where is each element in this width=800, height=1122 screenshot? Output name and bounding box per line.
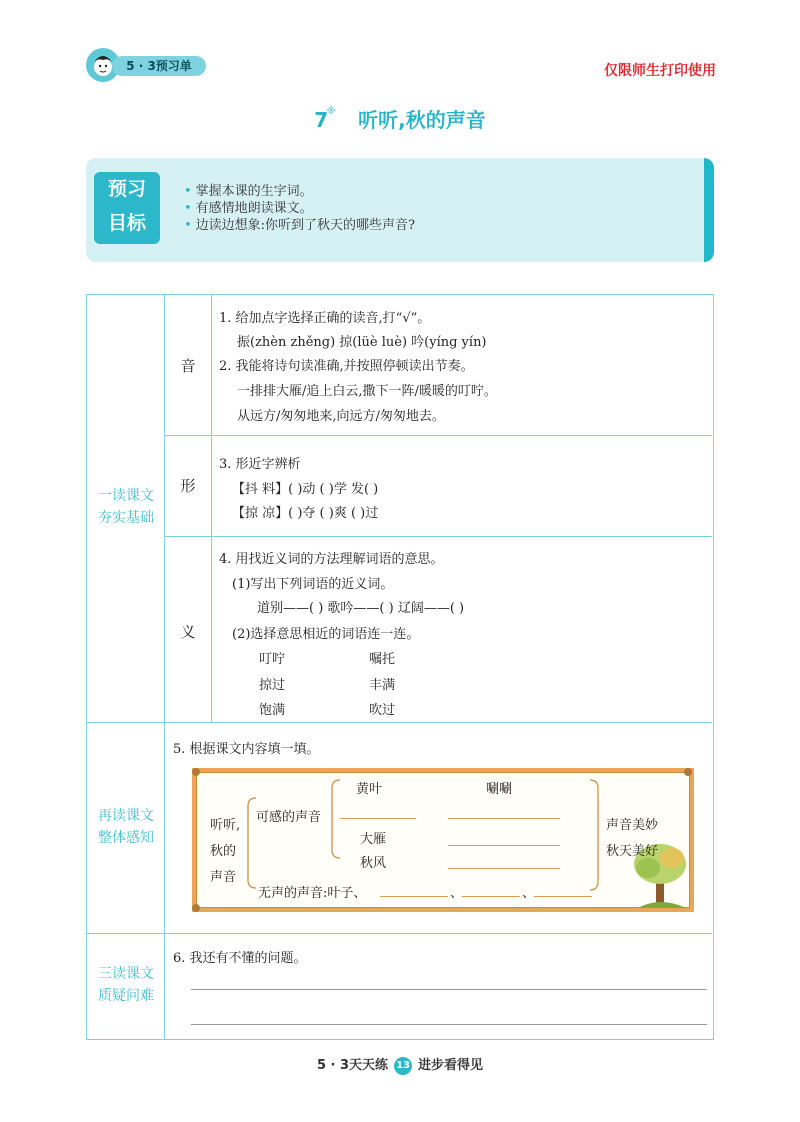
print-note: 仅限师生打印使用 (604, 63, 716, 79)
goal-item: • 有感情地朗读课文。 (184, 201, 313, 216)
answer-line[interactable] (191, 1024, 707, 1025)
match-right-word[interactable]: 丰满 (369, 678, 396, 693)
question-4-1: (1)写出下列词语的近义词。 (232, 577, 394, 592)
star-mark: ※ (326, 106, 337, 117)
match-right-word[interactable]: 吹过 (369, 703, 396, 718)
leaf-geese: 大雁 (360, 832, 387, 847)
leaf-wind: 秋风 (360, 856, 387, 871)
section-label-read1: 一读课文 夯实基础 (98, 488, 154, 526)
fill-blank[interactable] (448, 868, 560, 869)
series-label: 5 · 3预习单 (112, 56, 206, 76)
question-4: 4. 用找近义词的方法理解词语的意思。 (219, 552, 444, 567)
separator: 、 (522, 886, 536, 901)
footer-slogan: 进步看得见 (418, 1058, 484, 1073)
question-6: 6. 我还有不懂的问题。 (173, 951, 307, 966)
table-divider (87, 722, 712, 723)
exercise-table (86, 294, 714, 1040)
header-badge (86, 48, 206, 82)
lesson-title (0, 104, 800, 133)
question-4-2: (2)选择意思相近的词语连一连。 (232, 627, 420, 642)
match-left-word[interactable]: 掠过 (259, 678, 286, 693)
fill-blank[interactable] (340, 818, 416, 819)
label-sound: 音 (180, 357, 196, 375)
separator: 、 (450, 886, 464, 901)
mindmap-root-3: 声音 (210, 870, 237, 885)
audible-sounds: 可感的声音 (256, 810, 322, 825)
goal-item: • 边读边想象:你听到了秋天的哪些声音? (184, 218, 416, 233)
question-5: 5. 根据课文内容填一填。 (173, 742, 320, 757)
fill-blank[interactable] (448, 845, 560, 846)
table-divider (87, 933, 712, 934)
footer-series: 5 · 3天天练 (316, 1058, 389, 1073)
answer-line[interactable] (191, 989, 707, 990)
goals-tab (704, 158, 714, 262)
question-3: 3. 形近字辨析 (219, 457, 301, 472)
table-divider (164, 536, 712, 537)
question-1-options[interactable]: 振(zhèn zhěng) 掠(lüè luè) 吟(yíng yín) (237, 335, 487, 350)
label-meaning: 义 (180, 623, 196, 641)
result-2: 秋天美好 (606, 844, 659, 859)
goals-label (94, 172, 160, 244)
silent-sounds: 无声的声音:叶子、 (258, 886, 367, 901)
match-right-word[interactable]: 嘱托 (369, 652, 396, 667)
goal-item: • 掌握本课的生字词。 (184, 184, 313, 199)
label-shape: 形 (180, 477, 196, 495)
mindmap-root-1: 听听, (210, 818, 241, 833)
question-2: 2. 我能将诗句读准确,并按照停顿读出节奏。 (219, 359, 474, 374)
table-divider (211, 295, 212, 722)
result-1: 声音美妙 (606, 818, 659, 833)
match-left-word[interactable]: 饱满 (259, 703, 286, 718)
match-left-word[interactable]: 叮咛 (259, 652, 286, 667)
section-label-read3: 三读课文 质疑问难 (98, 966, 154, 1004)
shape-row-1[interactable]: 【抖 料】( )动 ( )学 发( ) (232, 482, 379, 497)
question-1: 1. 给加点字选择正确的读音,打“√”。 (219, 311, 431, 326)
goals-list (184, 183, 415, 234)
verse-line-2: 从远方/匆匆地来,向远方/匆匆地去。 (237, 409, 445, 424)
mindmap-root-2: 秋的 (210, 844, 237, 859)
fill-blank[interactable] (380, 896, 448, 897)
page-footer (0, 1054, 800, 1075)
leaf-sound-1: 唰唰 (486, 782, 513, 797)
fill-blank[interactable] (534, 896, 592, 897)
synonym-blanks[interactable]: 道别——( ) 歌吟——( ) 辽阔——( ) (257, 601, 465, 616)
fill-blank[interactable] (448, 818, 560, 819)
verse-line-1: 一排排大雁/追上白云,撒下一阵/暖暖的叮咛。 (237, 384, 497, 399)
goals-label-line1: 预习 (107, 178, 146, 200)
leaf-yellow-leaves: 黄叶 (356, 782, 383, 797)
section-label-read2: 再读课文 整体感知 (98, 808, 154, 846)
goals-label-line2: 目标 (107, 212, 146, 234)
table-divider (164, 435, 712, 436)
lesson-number: 7 ※ (314, 106, 337, 132)
fill-blank[interactable] (462, 896, 520, 897)
page-number: 13 (394, 1057, 412, 1075)
shape-row-2[interactable]: 【掠 凉】( )夺 ( )爽 ( )过 (232, 506, 379, 521)
lesson-title-text: 听听,秋的声音 (358, 108, 486, 132)
